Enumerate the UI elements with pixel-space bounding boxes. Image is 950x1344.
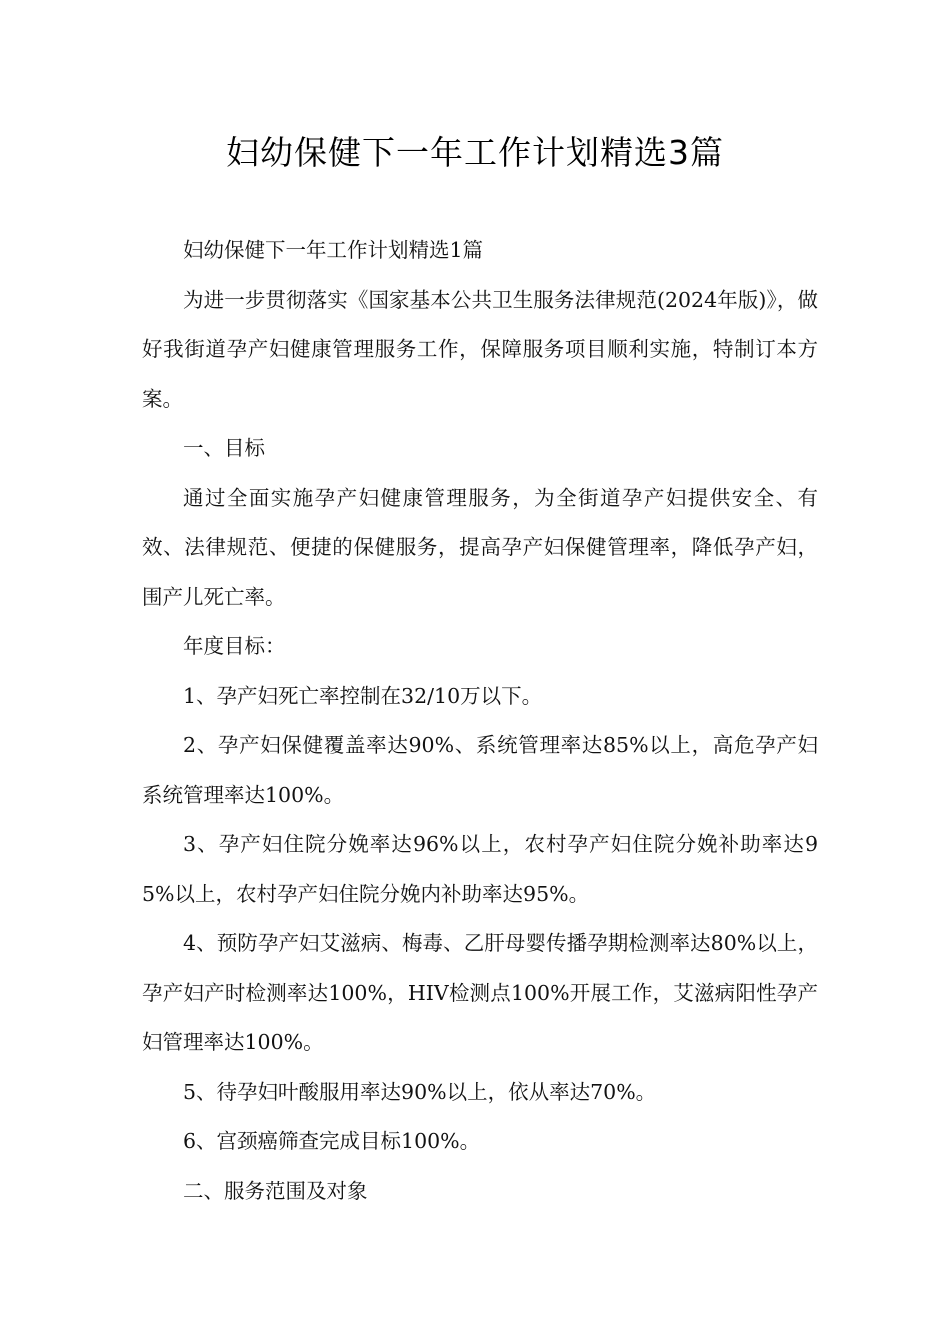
goal-item-2: 2、孕产妇保健覆盖率达90%、系统管理率达85%以上，高危孕产妇系统管理率达100%。 bbox=[142, 733, 818, 807]
section-heading-goals: 一、目标 bbox=[183, 436, 265, 460]
goal-item-1: 1、孕产妇死亡率控制在32/10万以下。 bbox=[183, 683, 543, 708]
paragraph-subtitle: 妇幼保健下一年工作计划精选1篇 bbox=[183, 238, 484, 262]
paragraph-intro: 为进一步贯彻落实《国家基本公共卫生服务法律规范(2024年版)》，做好我街道孕产妇健康管理服务工作，保障服务项目顺利实施，特制订本方案。 bbox=[142, 287, 818, 411]
goal-item-3: 3、孕产妇住院分娩率达96%以上，农村孕产妇住院分娩补助率达95%以上，农村孕产妇住院分娩内补助率达95%。 bbox=[142, 832, 818, 906]
annual-goals-heading: 年度目标： bbox=[183, 634, 286, 658]
goal-item-6: 6、宫颈癌筛查完成目标100%。 bbox=[183, 1129, 481, 1153]
document-title: 妇幼保健下一年工作计划精选3篇 bbox=[226, 133, 724, 172]
goal-item-4: 4、预防孕产妇艾滋病、梅毒、乙肝母婴传播孕期检测率达80%以上，孕产妇产时检测率达100%，HIV检测点100%开展工作，艾滋病阳性孕产妇管理率达100%。 bbox=[142, 931, 818, 1054]
paragraph-goals: 通过全面实施孕产妇健康管理服务，为全街道孕产妇提供安全、有效、法律规范、便捷的保健服务，提高孕产妇保健管理率，降低孕产妇，围产儿死亡率。 bbox=[142, 485, 818, 609]
section-heading-scope: 二、服务范围及对象 bbox=[183, 1178, 368, 1203]
document-body bbox=[142, 226, 818, 1216]
goal-item-5: 5、待孕妇叶酸服用率达90%以上，依从率达70%。 bbox=[183, 1079, 657, 1104]
